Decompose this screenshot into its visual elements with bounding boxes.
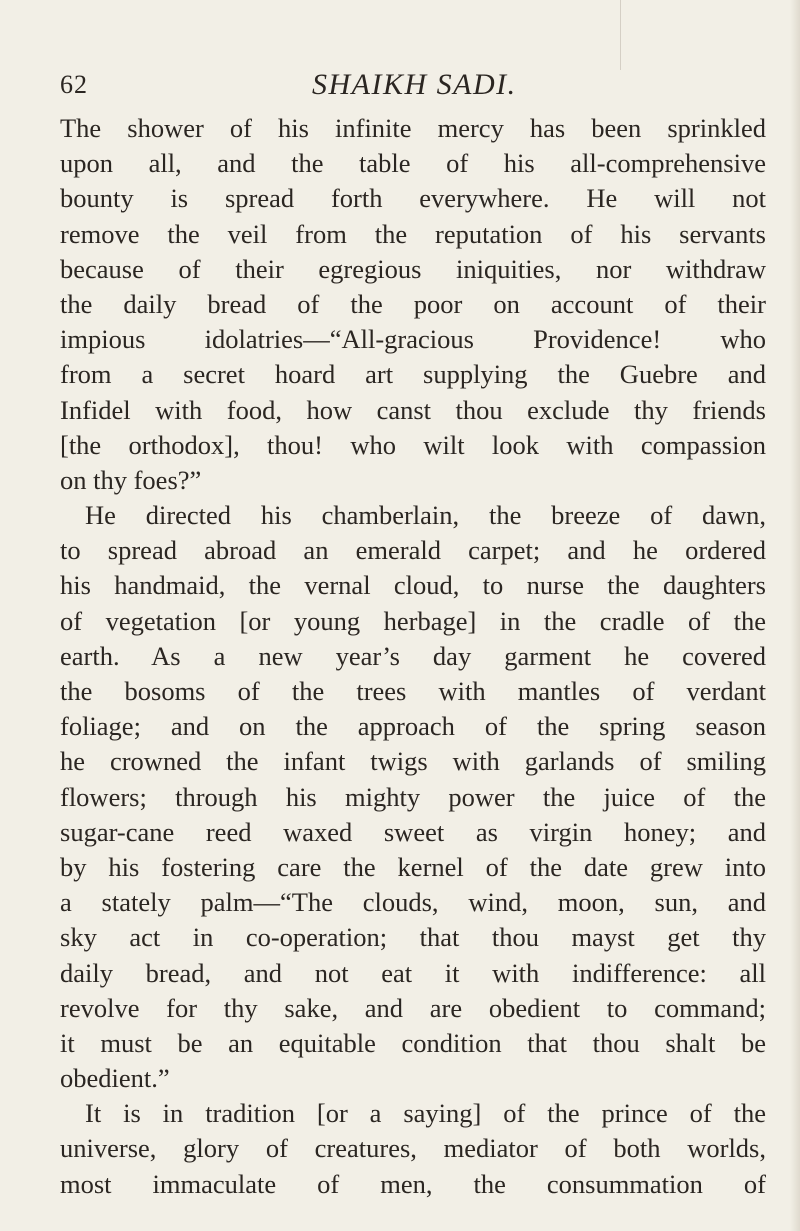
paper-crease bbox=[620, 0, 621, 70]
text-line: he crowned the infant twigs with garlands of smiling bbox=[60, 746, 766, 777]
text-line: revolve for thy sake, and are obedient to command; bbox=[60, 992, 766, 1023]
text-line: earth. As a new year’s day garment he covered bbox=[60, 640, 766, 671]
text-line: bounty is spread forth everywhere. He will not bbox=[60, 183, 766, 214]
text-line: sugar-cane reed waxed sweet as virgin honey; and bbox=[60, 816, 766, 847]
text-line: foliage; and on the approach of the spring season bbox=[60, 711, 766, 742]
text-line: from a secret hoard art supplying the Guebre and bbox=[60, 359, 766, 390]
text-line: obedient.” bbox=[60, 1063, 170, 1094]
text-line: universe, glory of creatures, mediator of both worlds, bbox=[60, 1133, 766, 1164]
running-title: SHAIKH SADI. bbox=[312, 68, 517, 101]
text-line: flowers; through his mighty power the juice of the bbox=[60, 781, 766, 812]
text-line: He directed his chamberlain, the breeze of dawn, bbox=[85, 500, 766, 531]
text-line: sky act in co-operation; that thou mayst get thy bbox=[60, 922, 766, 953]
page-header bbox=[0, 70, 800, 106]
text-line: upon all, and the table of his all-comprehensive bbox=[60, 148, 766, 179]
text-line: because of their egregious iniquities, nor withdraw bbox=[60, 253, 766, 284]
text-line: [the orthodox], thou! who wilt look with compassion bbox=[60, 429, 766, 460]
text-line: to spread abroad an emerald carpet; and he ordered bbox=[60, 535, 766, 566]
paragraph bbox=[60, 498, 766, 1096]
text-line: Infidel with food, how canst thou exclude thy friends bbox=[60, 394, 766, 425]
paragraph bbox=[60, 1096, 766, 1202]
text-line: it must be an equitable condition that thou shalt be bbox=[60, 1027, 766, 1058]
page-edge-shadow bbox=[790, 0, 800, 1231]
body-text bbox=[60, 111, 766, 1202]
text-line: the bosoms of the trees with mantles of verdant bbox=[60, 676, 766, 706]
text-line: impious idolatries—“All-gracious Providence! who bbox=[60, 324, 766, 355]
text-line: on thy foes?” bbox=[60, 464, 202, 495]
text-line: It is in tradition [or a saying] of the prince of the bbox=[85, 1098, 766, 1129]
page-number: 62 bbox=[60, 70, 88, 99]
paragraph bbox=[60, 111, 766, 498]
text-line: by his fostering care the kernel of the date grew into bbox=[60, 851, 766, 882]
text-line: of vegetation [or young herbage] in the cradle of the bbox=[60, 605, 766, 636]
text-line: remove the veil from the reputation of his servants bbox=[60, 218, 766, 249]
text-line: most immaculate of men, the consummation of bbox=[60, 1168, 766, 1199]
text-line: a stately palm—“The clouds, wind, moon, sun, and bbox=[60, 887, 766, 918]
text-line: daily bread, and not eat it with indifference: all bbox=[60, 957, 766, 988]
text-line: The shower of his infinite mercy has been sprinkled bbox=[60, 113, 766, 143]
text-line: his handmaid, the vernal cloud, to nurse the daughters bbox=[60, 570, 766, 601]
text-line: the daily bread of the poor on account of their bbox=[60, 288, 766, 319]
